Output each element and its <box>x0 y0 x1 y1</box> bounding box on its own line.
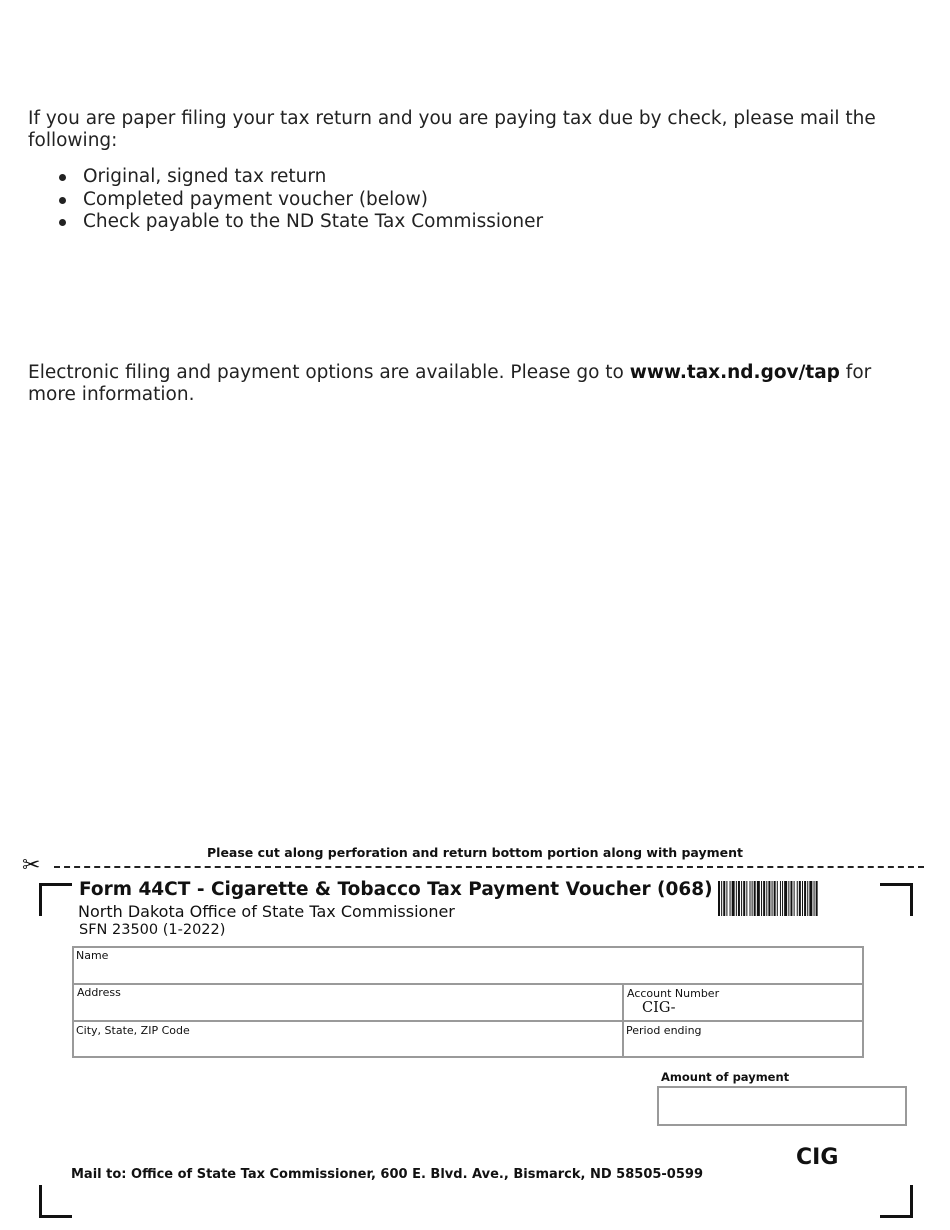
efile-text <box>28 362 908 406</box>
list-item: Check payable to the ND State Tax Commissioner <box>56 211 543 234</box>
barcode-bar <box>774 881 776 916</box>
corner-mark-top-left <box>39 883 72 916</box>
barcode-bar <box>804 881 806 916</box>
account-number-label: Account Number <box>627 987 720 1000</box>
field-divider <box>74 983 862 985</box>
barcode-bar <box>772 881 773 916</box>
barcode-bar <box>807 881 808 916</box>
voucher-agency: North Dakota Office of State Tax Commissioner <box>78 902 455 921</box>
barcode-bar <box>797 881 798 916</box>
address-field-label: Address <box>77 986 121 999</box>
barcode-bar <box>757 881 760 916</box>
efile-text-before: Electronic filing and payment options are available. Please go to <box>28 362 630 383</box>
mailing-list <box>56 166 543 234</box>
barcode-bar <box>730 881 731 916</box>
amount-label: Amount of payment <box>661 1070 790 1084</box>
barcode-bar <box>768 881 770 916</box>
barcode-bar <box>736 881 737 916</box>
intro-text: If you are paper filing your tax return and you are paying tax due by check, please mail the following: <box>28 108 876 151</box>
period-ending-label: Period ending <box>626 1024 702 1037</box>
barcode-bar <box>782 881 783 916</box>
barcode-bar <box>738 881 740 916</box>
barcode-bar <box>777 881 778 916</box>
field-divider <box>74 1020 862 1022</box>
barcode-bar <box>809 881 812 916</box>
field-divider <box>622 984 624 1056</box>
barcode-bar <box>726 881 727 916</box>
name-field-label: Name <box>76 949 109 962</box>
barcode-bar <box>794 881 795 916</box>
scissors-icon: ✂ <box>22 853 41 878</box>
barcode <box>718 881 858 916</box>
barcode-bar <box>780 881 781 916</box>
barcode-bar <box>802 881 803 916</box>
tax-type-code: CIG <box>796 1145 839 1170</box>
barcode-bar <box>784 881 787 916</box>
list-item: Original, signed tax return <box>56 166 543 189</box>
barcode-bar <box>788 881 789 916</box>
barcode-bar <box>799 881 801 916</box>
barcode-bar <box>723 881 725 916</box>
list-item: Completed payment voucher (below) <box>56 189 543 212</box>
amount-input[interactable] <box>657 1086 907 1126</box>
barcode-bar <box>721 881 722 916</box>
corner-mark-top-right <box>880 883 913 916</box>
barcode-bar <box>754 881 756 916</box>
barcode-bar <box>814 881 815 916</box>
account-number-value[interactable]: CIG- <box>642 1000 676 1016</box>
voucher-sfn: SFN 23500 (1-2022) <box>79 922 226 938</box>
barcode-bar <box>761 881 762 916</box>
efile-text-after: for more information. <box>28 362 872 405</box>
barcode-bar <box>732 881 735 916</box>
corner-mark-bottom-right <box>880 1185 913 1218</box>
city-state-zip-label: City, State, ZIP Code <box>76 1024 190 1037</box>
cut-instructions: Please cut along perforation and return bottom portion along with payment <box>207 845 743 860</box>
corner-mark-bottom-left <box>39 1185 72 1218</box>
barcode-bar <box>741 881 742 916</box>
barcode-bar <box>746 881 747 916</box>
barcode-bar <box>763 881 765 916</box>
barcode-bar <box>752 881 753 916</box>
voucher-fields <box>72 946 864 1058</box>
barcode-bar <box>750 881 751 916</box>
barcode-bar <box>816 881 818 916</box>
tap-link[interactable]: www.tax.nd.gov/tap <box>629 362 840 383</box>
barcode-bar <box>718 881 720 916</box>
barcode-bar <box>743 881 745 916</box>
barcode-bar <box>766 881 767 916</box>
voucher-title: Form 44CT - Cigarette & Tobacco Tax Payment Voucher (068) <box>79 879 713 900</box>
mailing-address: Mail to: Office of State Tax Commissioner, 600 E. Blvd. Ave., Bismarck, ND 58505-0599 <box>71 1167 703 1182</box>
perforation-line <box>54 866 924 868</box>
barcode-bar <box>790 881 792 916</box>
